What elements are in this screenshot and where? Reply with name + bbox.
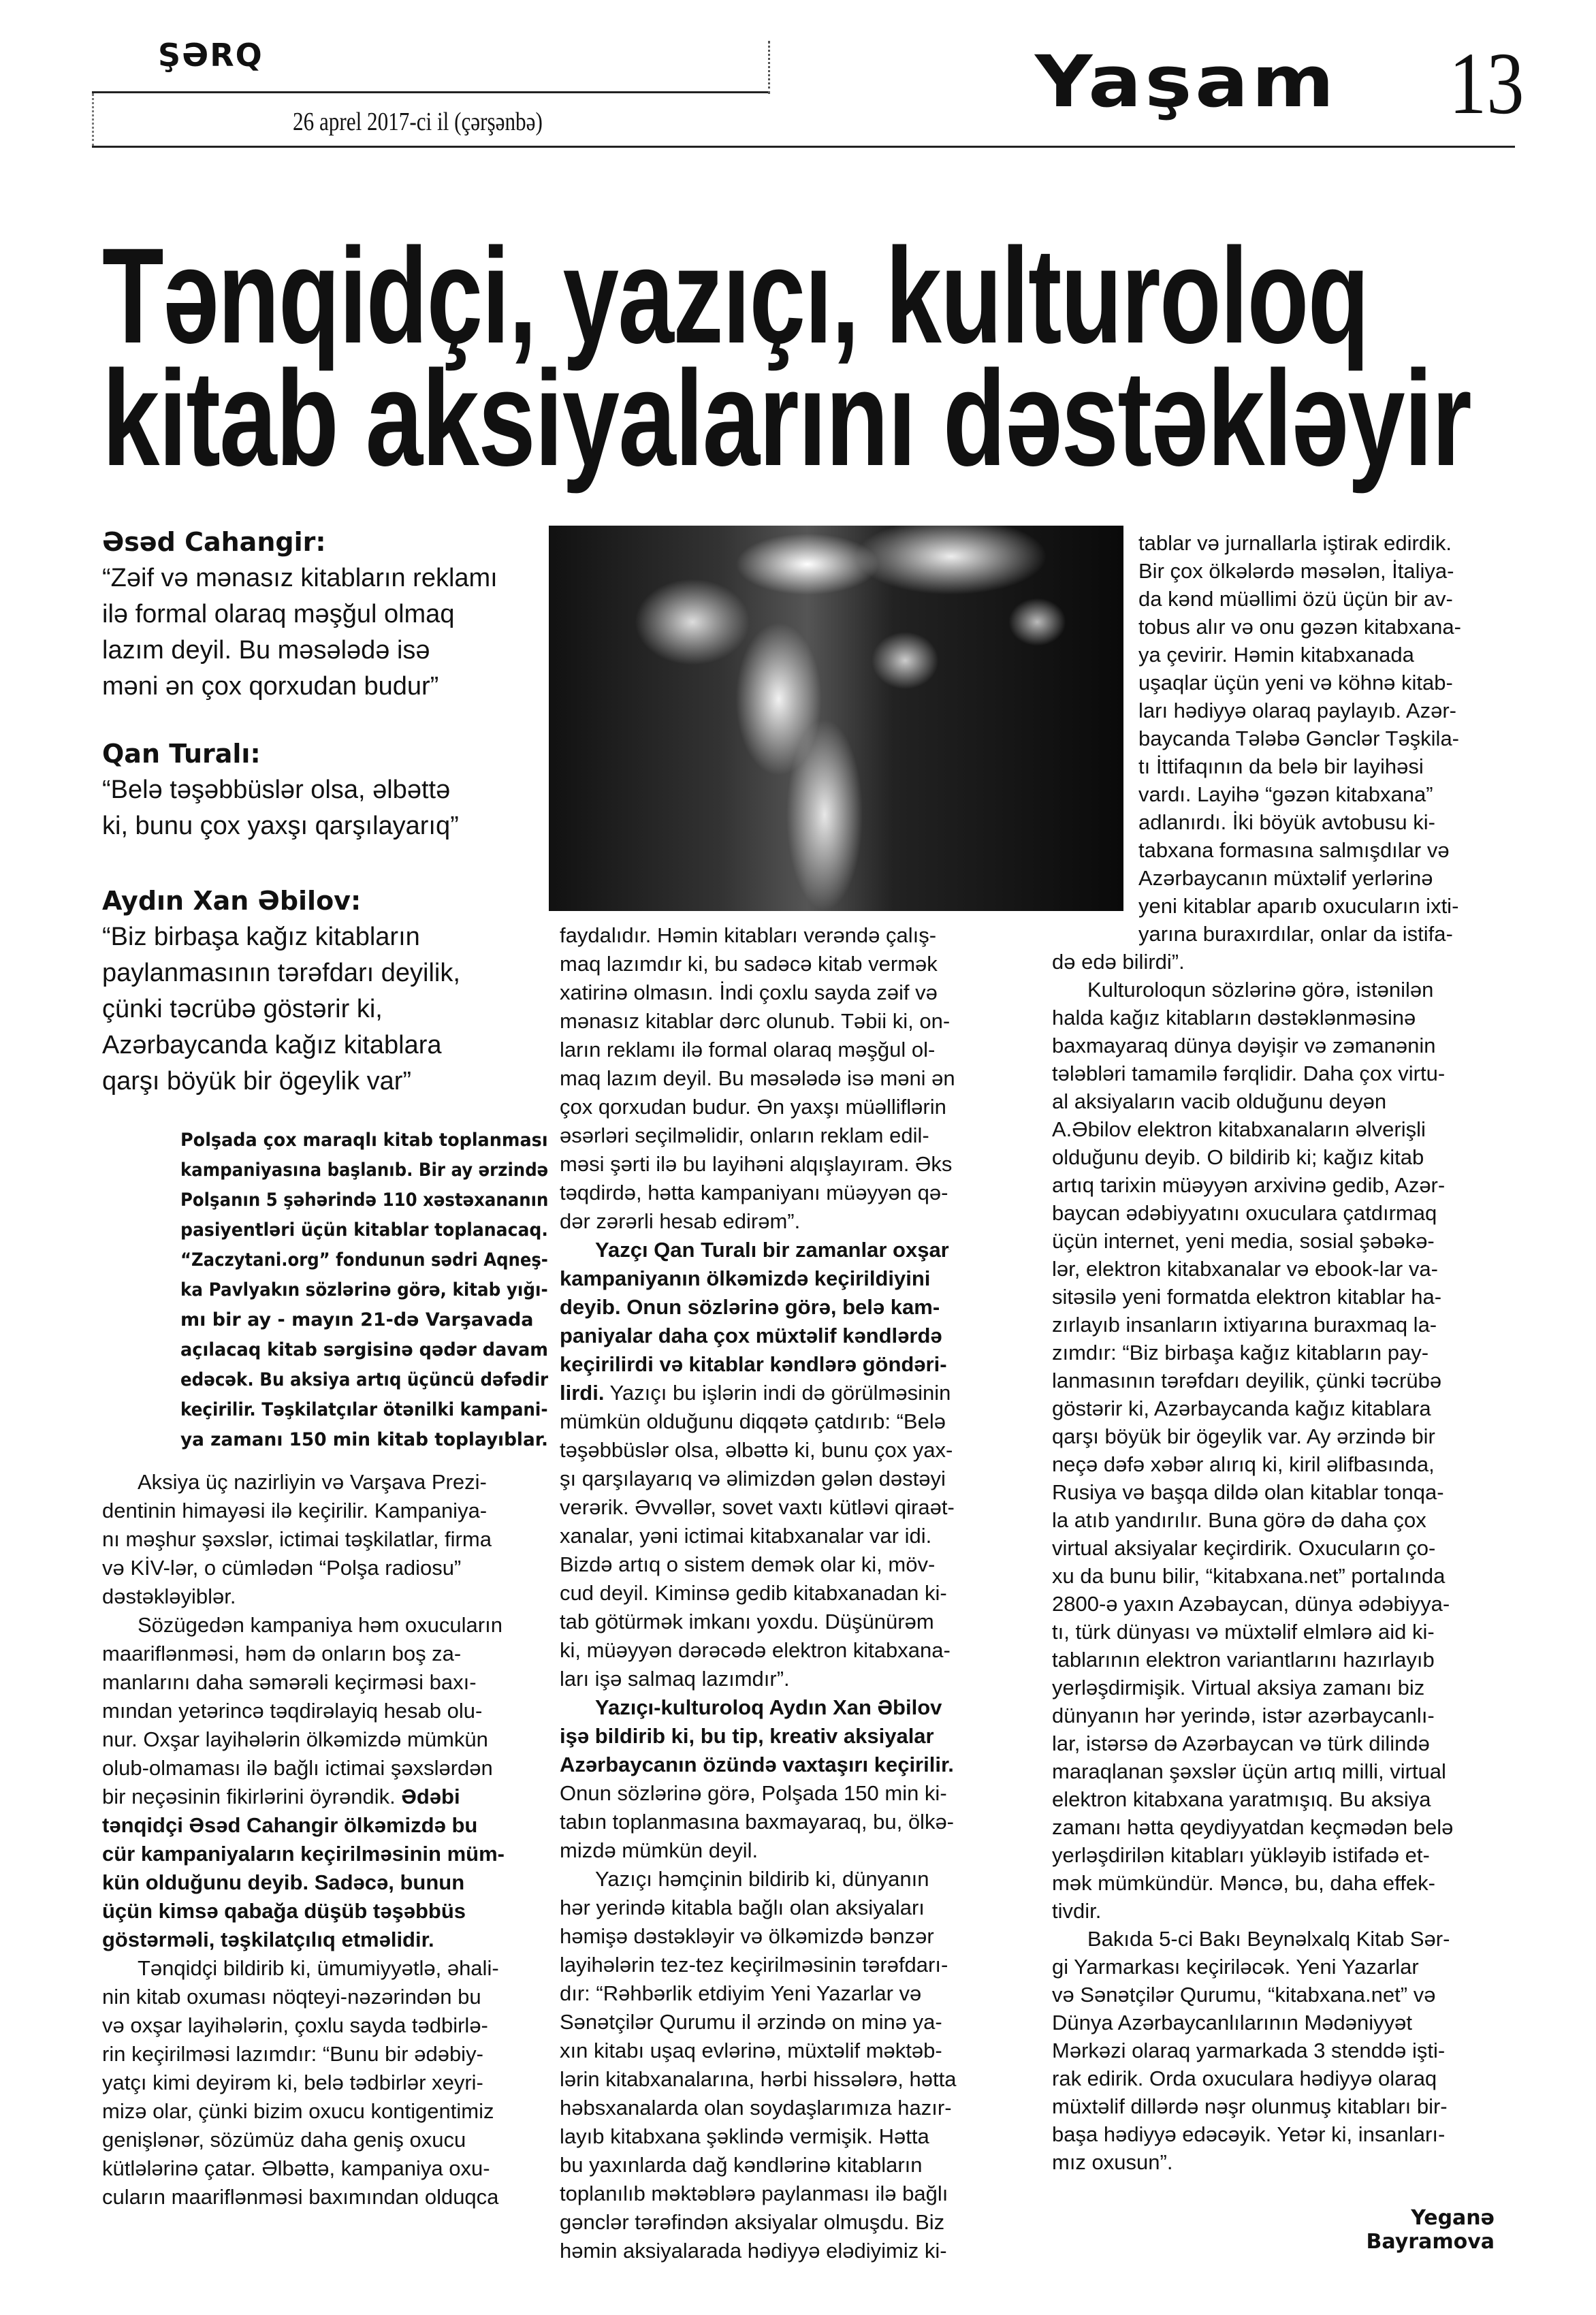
text-line: sitəsilə yeni formatda elektron kitablar ha- <box>1052 1285 1442 1309</box>
text-line: ları işə salmaq lazımdır”. <box>560 1667 790 1691</box>
text-line: tobus alır və onu gəzən kitabxana- <box>1138 615 1461 639</box>
section-title: Yaşam <box>1035 40 1337 123</box>
text-line: “Belə təşəbbüslər olsa, əlbəttə <box>102 776 451 804</box>
text-line: Onun sözlərinə görə, Polşada 150 min ki- <box>560 1781 947 1805</box>
text-line: edəcək. Bu aksiya artıq üçüncü dəfədir <box>180 1369 549 1390</box>
text-line: ya çevirir. Həmin kitabxanada <box>1138 643 1414 667</box>
text-line: genişlənər, sözümüz daha geniş oxucu <box>102 2128 466 2152</box>
text-line: qarşı böyük bir ögeylik var” <box>102 1067 412 1096</box>
text-line: virtual aksiyalar keçirdirik. Oxucuların ço- <box>1052 1536 1436 1560</box>
text-line: lər, elektron kitabxanalar və ebook-lar va- <box>1052 1257 1438 1281</box>
text-line: gənclər tərəfindən aksiyalar olmuşdu. Biz <box>560 2210 945 2234</box>
text-line: 2800-ə yaxın Azəbaycan, dünya ədəbiyya- <box>1052 1592 1450 1616</box>
text-line: nur. Oxşar layihələrin ölkəmizdə mümkün <box>102 1727 488 1751</box>
text-line: həmin aksiyalarada hədiyyə elədiyimiz ki- <box>560 2239 947 2263</box>
text-line: də edə bilirdi”. <box>1052 950 1185 974</box>
text-line: mək mümkündür. Məncə, bu, daha effek- <box>1052 1871 1435 1895</box>
article-column-right-top <box>1138 529 1516 948</box>
text-line: tivdir. <box>1052 1899 1102 1923</box>
text-line: la atıb yandırılır. Buna görə də daha çox <box>1052 1508 1426 1532</box>
text-line: cür kampaniyaların keçirilməsinin müm- <box>102 1842 505 1866</box>
text-line: artıq tarixin müəyyən arxivinə gedib, Azər- <box>1052 1173 1446 1197</box>
text-line: vardı. Layihə “gəzən kitabxana” <box>1138 782 1433 806</box>
text-line: rak edirik. Orda oxuculara hədiyyə olaraq <box>1052 2066 1437 2090</box>
text-line: keçirilir. Təşkilatçılar ötənilki kampani- <box>180 1399 548 1420</box>
text-line: kün olduğunu deyib. Sadəcə, bunun <box>102 1870 465 1894</box>
text-line: deyib. Onun sözlərinə görə, belə kam- <box>560 1295 940 1319</box>
text-line: elektron kitabxana yaratmışıq. Bu aksiya <box>1052 1787 1431 1811</box>
article-column-middle <box>560 921 1040 2265</box>
quote-author: Qan Turalı: <box>102 739 261 769</box>
text-line: olduğunu deyib. O bildirib ki; kağız kitab <box>1052 1145 1424 1169</box>
text-line: Bizdə artıq o sistem demək olar ki, möv- <box>560 1552 936 1576</box>
text-line: faydalıdır. Həmin kitabları verəndə çalış- <box>560 923 937 947</box>
text-line: Polşada çox maraqlı kitab toplanması <box>180 1130 548 1151</box>
text-line: göstərir ki, Azərbaycanda kağız kitablara <box>1052 1396 1431 1420</box>
text-line: mından yetərincə təqdirəlayiq hesab olu- <box>102 1699 483 1723</box>
masthead-divider <box>768 41 772 94</box>
text-line: kampaniyasına başlanıb. Bir ay ərzində <box>180 1160 549 1181</box>
text-line: tabxana formasına salmışdılar və <box>1138 838 1450 862</box>
text-line: məni ən çox qorxudan budur” <box>102 672 439 701</box>
text-segment: Yazıçı bu işlərin indi də görülməsinin <box>604 1381 951 1405</box>
text-line: şı qarşılayarıq və əlimizdən gələn dəstəyi <box>560 1467 946 1490</box>
text-line: lazım deyil. Bu məsələdə isə <box>102 636 430 665</box>
text-line: Tənqidçi bildirib ki, ümumiyyətlə, əhali- <box>138 1956 499 1980</box>
headline-text: kitab aksiyalarını dəstəkləyir <box>102 342 1471 495</box>
text-line: maraqlanan şəxslər üçün artıq milli, virtual <box>1052 1759 1446 1783</box>
text-line: uşaqlar üçün yeni və köhnə kitab- <box>1138 671 1453 694</box>
text-line: tı İttifaqının da belə bir layihəsi <box>1138 754 1424 778</box>
text-line: xanalar, yəni ictimai kitabxanalar var idi. <box>560 1524 932 1548</box>
text-line: adlanırdı. İki böyük avtobusu ki- <box>1138 810 1435 834</box>
headline-line-1 <box>102 220 1369 372</box>
text-line: al aksiyaların vacib olduğunu deyən <box>1052 1089 1387 1113</box>
text-line: xın kitabı uşaq evlərinə, müxtəlif məktəb- <box>560 2039 942 2062</box>
text-line: hər yerində kitabla bağlı olan aksiyaları <box>560 1896 925 1919</box>
text-line: və Sənətçilər Qurumu, “kitabxana.net” və <box>1052 1983 1436 2007</box>
text-line: təqdirdə, hətta kampaniyanı müəyyən qə- <box>560 1181 948 1204</box>
text-line: paniyalar daha çox müxtəlif kəndlərdə <box>560 1324 942 1347</box>
text-line: Dünya Azərbaycanlılarının Mədəniyyət <box>1052 2011 1413 2034</box>
text-line: layıb kitabxana şəklində vermişik. Hətta <box>560 2124 929 2148</box>
text-line: zamanı hətta qeydiyyatdan keçmədən belə <box>1052 1815 1454 1839</box>
text-line: çox qorxudan budur. Ən yaxşı müəlliflərin <box>560 1095 946 1119</box>
article-photo <box>549 526 1123 911</box>
text-line: baycan ədəbiyyatını oxuculara çatdırmaq <box>1052 1201 1437 1225</box>
text-line: halda kağız kitabların dəstəklənməsinə <box>1052 1006 1416 1029</box>
issue-date: 26 aprel 2017-ci il (çərşənbə) <box>293 108 543 136</box>
text-line: xu da bunu bilir, “kitabxana.net” portalında <box>1052 1564 1446 1588</box>
text-line: və KİV-lər, o cümlədən “Polşa radiosu” <box>102 1556 462 1580</box>
pull-quote <box>102 524 545 705</box>
text-line: başa hədiyyə edəcəyik. Yetər ki, insanları- <box>1052 2122 1446 2146</box>
masthead-rule <box>92 91 769 93</box>
text-line: Azərbaycanda kağız kitablara <box>102 1031 442 1059</box>
text-line: toplanılıb məktəblərə paylanması ilə bağlı <box>560 2182 948 2205</box>
text-line: pasiyentləri üçün kitablar toplanacaq. <box>180 1219 548 1241</box>
article-column-left <box>102 1468 546 2212</box>
text-line: lanmasının tərəfdarı deyilik, çünki təcrübə <box>1052 1369 1442 1392</box>
page-number: 13 <box>1449 35 1525 133</box>
text-line: maariflənməsi, həm də onların boş za- <box>102 1642 462 1665</box>
quote-author: Aydın Xan Əbilov: <box>102 886 362 916</box>
text-line: layihələrin tez-tez keçirilməsinin tərəfdarı- <box>560 1953 948 1977</box>
author-byline: Yeganə Bayramova <box>1366 2206 1495 2254</box>
text-line: verərik. Əvvəllər, sovet vaxtı kütləvi qiraət- <box>560 1495 955 1519</box>
text-line: dər zərərli hesab edirəm”. <box>560 1209 801 1233</box>
text-line: mı bir ay - mayın 21-də Varşavada <box>180 1309 534 1330</box>
text-segment: bir neçəsinin fikirlərini öyrəndik. <box>102 1785 402 1808</box>
text-line: ların reklamı ilə formal olaraq məşğul ol- <box>560 1038 936 1061</box>
text-line: gi Yarmarkası keçiriləcək. Yeni Yazarlar <box>1052 1955 1419 1979</box>
text-line: göstərməli, təşkilatçılıq etməlidir. <box>102 1928 434 1951</box>
text-line: ki, müəyyən dərəcədə elektron kitabxana- <box>560 1638 951 1662</box>
text-line: Sözügedən kampaniya həm oxucuların <box>138 1613 502 1637</box>
text-line: cud deyil. Kiminsə gedib kitabxanadan ki- <box>560 1581 947 1605</box>
text-line: tablarının elektron variantlarını hazırlayıb <box>1052 1648 1435 1672</box>
text-line: yarına buraxırdılar, onlar da istifa- <box>1138 922 1453 946</box>
text-line: işə bildirib ki, bu tip, kreativ aksiyalar <box>560 1724 934 1748</box>
text-line: müxtəlif dillərdə nəşr olunmuş kitabları bir- <box>1052 2094 1448 2118</box>
quote-author: Əsəd Cahangir: <box>102 527 326 557</box>
pull-quote <box>102 883 545 1100</box>
text-line: lərin kitabxanalarına, hərbi hissələrə, hətta <box>560 2067 957 2091</box>
text-line: da kənd müəllimi özü üçün bir av- <box>1138 587 1453 611</box>
text-line: “Biz birbaşa kağız kitabların <box>102 923 420 951</box>
text-line: dır: “Rəhbərlik etdiyim Yeni Yazarlar və <box>560 1981 922 2005</box>
text-line: mənasız kitablar dərc olunub. Təbii ki, on- <box>560 1009 951 1033</box>
text-line: maq lazımdır ki, bu sadəcə kitab vermək <box>560 952 938 976</box>
text-line: yerləşdirilən kitabları yükləyib istifadə et- <box>1052 1843 1430 1867</box>
text-line: lar, istərsə də Azərbaycan və türk dilində <box>1052 1731 1430 1755</box>
text-line: ka Pavlyakın sözlərinə görə, kitab yığı- <box>180 1279 548 1300</box>
text-line: mizdə mümkün deyil. <box>560 1838 759 1862</box>
text-line: məsi şərti ilə bu layihəni alqışlayıram. Əks <box>560 1152 953 1176</box>
text-line: yatçı kimi deyirəm ki, belə tədbirlər xeyri- <box>102 2071 483 2094</box>
text-line: A.Əbilov elektron kitabxanaların əlverişli <box>1052 1117 1426 1141</box>
headline-text: Tənqidçi, yazıçı, kulturoloq <box>102 220 1369 372</box>
text-line: üçün internet, yeni media, sosial şəbəkə- <box>1052 1229 1435 1253</box>
header-rule <box>92 146 1515 148</box>
text-line: ya zamanı 150 min kitab toplayıblar. <box>180 1429 549 1450</box>
text-line: Bakıda 5-ci Bakı Beynəlxalq Kitab Sər- <box>1087 1927 1450 1951</box>
text-line: dünyanın hər yerində, istər azərbaycanlı- <box>1052 1704 1435 1727</box>
sidebar-note <box>180 1125 548 1455</box>
text-line: paylanmasının tərəfdarı deyilik, <box>102 959 460 987</box>
text-line: əsərləri seçilməlidir, onların reklam edil- <box>560 1123 929 1147</box>
text-line: kampaniyanın ölkəmizdə keçirildiyini <box>560 1266 931 1290</box>
text-line: açılacaq kitab sərgisinə qədər davam <box>180 1339 549 1360</box>
text-line: ki, bunu çox yaxşı qarşılayarıq” <box>102 812 459 840</box>
text-line: tələbləri tamamilə fərqlidir. Daha çox virtu- <box>1052 1061 1446 1085</box>
text-line: baxmayaraq dünya dəyişir və zəmanənin <box>1052 1034 1436 1057</box>
pull-quote <box>102 736 545 844</box>
text-line: və oxşar layihələrin, çoxlu sayda tədbirlə- <box>102 2013 488 2037</box>
text-line: tı, türk dünyası və müxtəlif elmlərə aid ki- <box>1052 1620 1435 1644</box>
text-line: manlarını daha səmərəli keçirməsi baxı- <box>102 1670 477 1694</box>
text-line: tabın toplanmasına baxmayaraq, bu, ölkə- <box>560 1810 955 1834</box>
newspaper-logo: ŞƏRQ <box>158 37 264 74</box>
text-line: tab götürmək imkanı yoxdu. Düşünürəm <box>560 1610 934 1633</box>
text-line: Mərkəzi olaraq yarmarkada 3 stenddə işti- <box>1052 2039 1446 2062</box>
headline-line-2 <box>102 342 1471 495</box>
text-line: baycanda Tələbə Gənclər Təşkila- <box>1138 727 1460 750</box>
text-line: ları hədiyyə olaraq paylayıb. Azər- <box>1138 699 1456 722</box>
text-line: tablar və jurnallarla iştirak edirdik. <box>1138 531 1452 555</box>
text-line: çünki təcrübə göstərir ki, <box>102 995 383 1023</box>
text-line: üçün kimsə qabağa düşüb təşəbbüs <box>102 1899 466 1923</box>
text-line: dəstəkləyiblər. <box>102 1584 236 1608</box>
text-line <box>560 1379 1040 1407</box>
text-line: mümkün olduğunu diqqətə çatdırıb: “Belə <box>560 1409 946 1433</box>
text-line: qarşı böyük bir ögeylik var. Ay ərzində bir <box>1052 1424 1435 1448</box>
text-line: kütlələrinə çatar. Əlbəttə, kampaniya oxu- <box>102 2156 490 2180</box>
text-line: Yazıçı həmçinin bildirib ki, dünyanın <box>595 1867 929 1891</box>
text-line: dentinin himayəsi ilə keçirilir. Kampaniya- <box>102 1499 488 1522</box>
text-line: “Zaczytani.org” fondunun sədri Aqneş- <box>180 1249 548 1271</box>
text-line: rin keçirilməsi lazımdır: “Bunu bir ədəbiy- <box>102 2042 483 2066</box>
text-line: Kulturoloqun sözlərinə görə, istənilən <box>1087 978 1434 1002</box>
text-line: keçirilirdi və kitablar kəndlərə göndəri- <box>560 1352 947 1376</box>
text-line: mız oxusun”. <box>1052 2150 1173 2174</box>
text-line: zımdır: “Biz birbaşa kağız kitabların pay- <box>1052 1341 1429 1364</box>
article-column-right <box>1052 948 1516 2176</box>
text-line: nin kitab oxuması nöqteyi-nəzərindən bu <box>102 1985 481 2009</box>
text-line: Azərbaycanın özündə vaxtaşırı keçirilir. <box>560 1753 954 1776</box>
text-line: yeni kitablar aparıb oxucuların ixti- <box>1138 894 1459 918</box>
masthead-divider <box>92 93 94 146</box>
text-line: xatirinə olmasın. İndi çoxlu sayda zəif və <box>560 980 938 1004</box>
text-line: mizə olar, çünki bizim oxucu kontigentimiz <box>102 2099 494 2123</box>
text-line: həbsxanalarda olan soydaşlarımıza hazır- <box>560 2096 952 2120</box>
text-line: həmişə dəstəkləyir və ölkəmizdə bənzər <box>560 1924 934 1948</box>
text-line: “Zəif və mənasız kitabların reklamı <box>102 564 498 592</box>
text-line: Azərbaycanın müxtəlif yerlərinə <box>1138 866 1433 890</box>
text-line: ilə formal olaraq məşğul olmaq <box>102 600 455 628</box>
text-line: Yazıçı-kulturoloq Aydın Xan Əbilov <box>595 1695 942 1719</box>
text-line: təşəbbüslər olsa, əlbəttə ki, bunu çox yax- <box>560 1438 953 1462</box>
text-line: tənqidçi Əsəd Cahangir ölkəmizdə bu <box>102 1813 478 1837</box>
text-segment: lirdi. <box>560 1381 605 1405</box>
text-line: Polşanın 5 şəhərində 110 xəstəxananın <box>180 1190 549 1211</box>
text-line: cuların maariflənməsi baxımından olduqca <box>102 2185 499 2209</box>
text-line: Yazçı Qan Turalı bir zamanlar oxşar <box>595 1238 949 1262</box>
text-line: yerləşdirmişik. Virtual aksiya zamanı biz <box>1052 1676 1425 1699</box>
text-line: olub-olmaması ilə bağlı ictimai şəxslərdən <box>102 1756 493 1780</box>
text-line: zırlayıb insanların ixtiyarına buraxmaq la- <box>1052 1313 1437 1337</box>
text-line: neçə dəfə xəbər alırıq ki, kiril əlifbasında, <box>1052 1452 1435 1476</box>
text-segment: Ədəbi <box>401 1785 460 1808</box>
text-line: Rusiya və başqa dildə olan kitablar tonqa- <box>1052 1480 1444 1504</box>
text-line: maq lazım deyil. Bu məsələdə isə məni ən <box>560 1066 955 1090</box>
text-line: Sənətçilər Qurumu il ərzində on minə ya- <box>560 2010 942 2034</box>
text-line: bu yaxınlarda dağ kəndlərinə kitabların <box>560 2153 923 2177</box>
text-line <box>102 1783 546 1811</box>
text-line: nı məşhur şəxslər, ictimai təşkilatlar, firma <box>102 1527 492 1551</box>
text-line: Bir çox ölkələrdə məsələn, İtaliya- <box>1138 559 1454 583</box>
text-line: Aksiya üç nazirliyin və Varşava Prezi- <box>138 1470 487 1494</box>
